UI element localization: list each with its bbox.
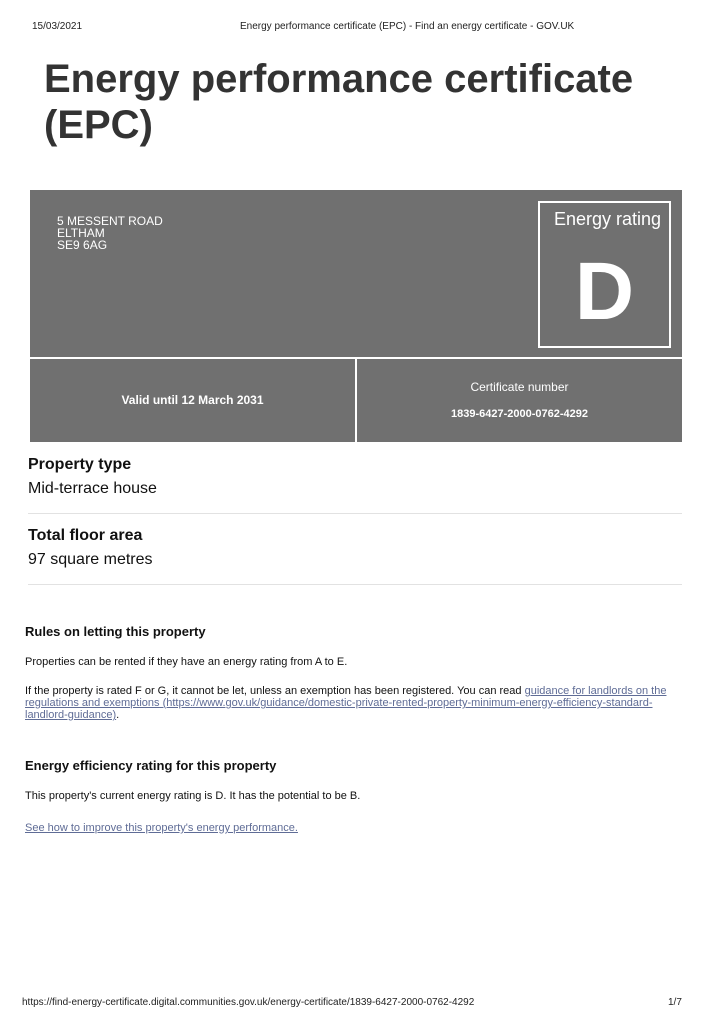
efficiency-rating-heading: Energy efficiency rating for this property [25,758,277,773]
print-header-title: Energy performance certificate (EPC) - Find an energy certificate - GOV.UK [240,21,575,32]
landlord-guidance-link[interactable]: guidance for landlords on the regulations and exemptions [25,685,667,709]
panel-divider-vertical [355,359,357,442]
separator [28,584,682,585]
separator [28,513,682,514]
floor-area-value: 97 square metres [28,551,153,568]
letting-rules-heading: Rules on letting this property [25,624,206,639]
property-type-label: Property type [28,456,132,473]
address-line-1: 5 MESSENT ROAD [57,214,163,228]
energy-rating-label: Energy rating [554,209,662,229]
certificate-summary-panel [30,190,682,442]
page-title-line-2: (EPC) [44,103,153,147]
improve-performance-line [25,822,685,834]
property-type-value: Mid-terrace house [28,480,157,497]
landlord-guidance-url[interactable]: (https://www.gov.uk/guidance/domestic-private-rented-property-minimum-energy-efficiency-standard-landlord-guidance) [25,697,653,721]
footer-url: https://find-energy-certificate.digital.communities.gov.uk/energy-certificate/1839-6427-2000-0762-4292 [22,997,475,1008]
improve-performance-link[interactable]: See how to improve this property's energy performance. [25,822,298,834]
efficiency-rating-text: This property's current energy rating is D. It has the potential to be B. [25,790,361,802]
print-date: 15/03/2021 [32,21,83,32]
energy-rating-letter: D [574,246,635,337]
property-address [57,215,163,251]
letting-rules-text: Properties can be rented if they have an energy rating from A to E. [25,656,348,668]
energy-rating-box [538,201,671,348]
page-title-line-1: Energy performance certificate [44,57,634,101]
address-line-2: ELTHAM [57,226,105,240]
certificate-number-label: Certificate number [470,380,569,394]
letting-exemption-intro: If the property is rated F or G, it cannot be let, unless an exemption has been registered. You can read [25,685,525,697]
valid-until: Valid until 12 March 2031 [121,393,264,407]
page-title [44,56,684,148]
page-number: 1/7 [668,997,682,1008]
letting-exemption-text [25,685,685,721]
letting-exemption-end: . [116,709,120,721]
address-line-3: SE9 6AG [57,238,108,252]
certificate-number: 1839-6427-2000-0762-4292 [450,408,588,420]
floor-area-label: Total floor area [28,527,143,544]
